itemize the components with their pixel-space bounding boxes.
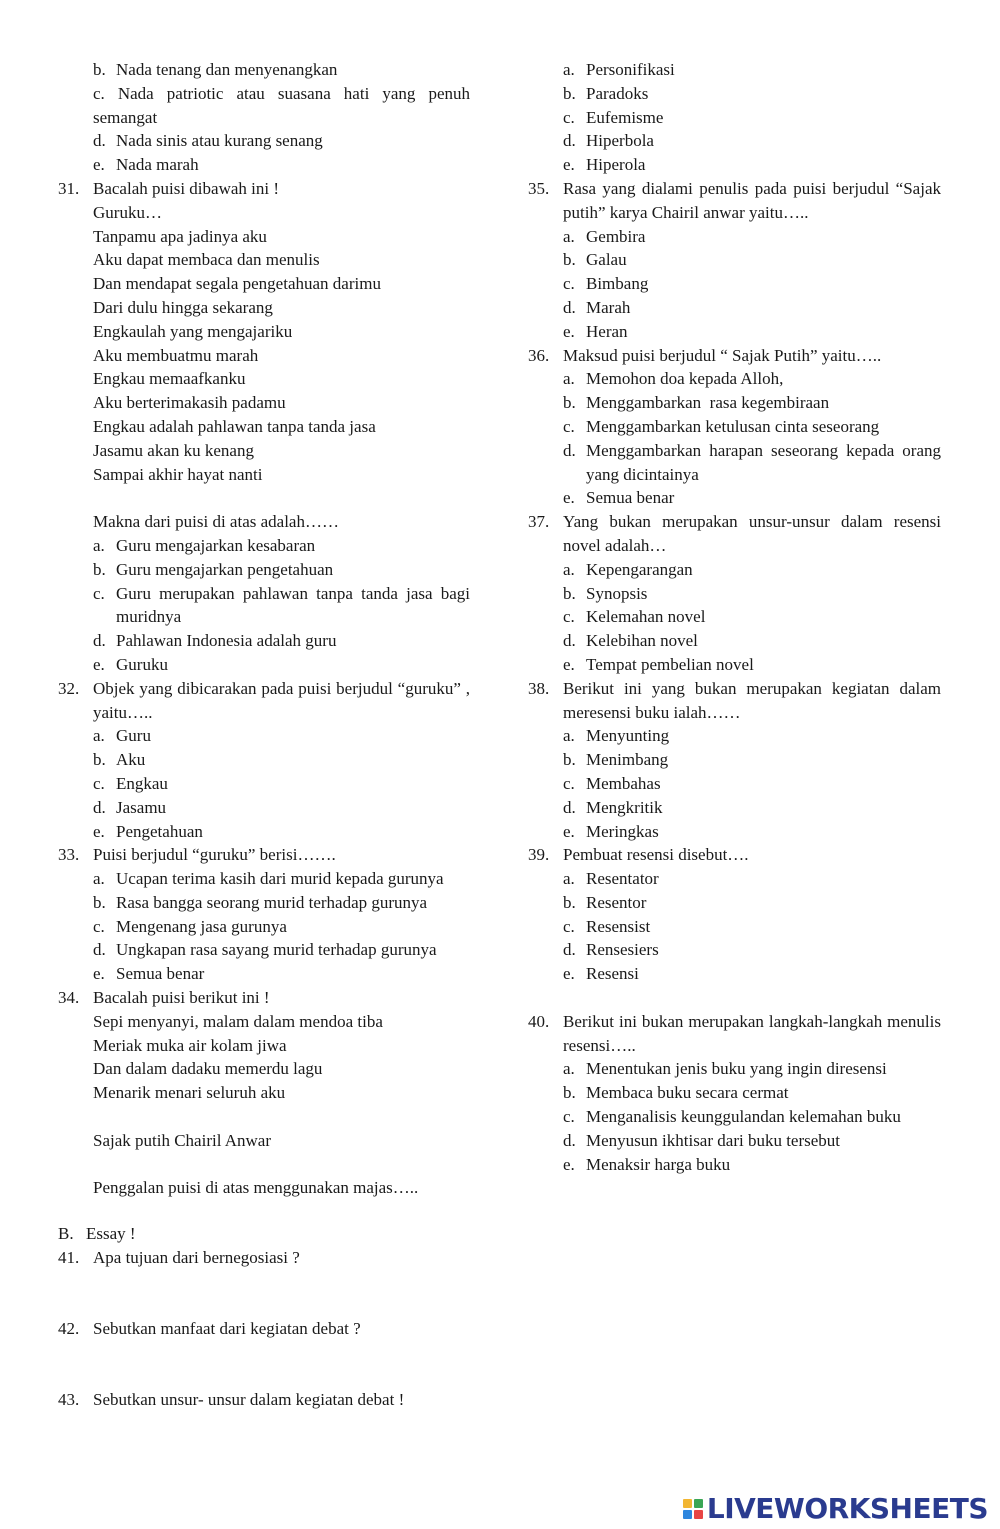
q36-option-b: b. Menggambarkan rasa kegembiraan [563,393,830,413]
q40-option-c: c. Menganalisis keunggulandan kelemahan buku [563,1107,901,1127]
section-title: Essay ! [86,1224,136,1243]
question-36: 36. Maksud puisi berjudul “ Sajak Putih” yaitu….. [528,345,882,365]
poem-line: Dari dulu hingga sekarang [93,297,273,317]
question-38: 38. Berikut ini yang bukan merupakan kegiatan dalam meresensi buku ialah…… [528,678,941,722]
right-column [528,58,941,1176]
poem-line: Engkau adalah pahlawan tanpa tanda jasa [93,416,376,436]
q34-option-b: b. Paradoks [563,83,649,103]
q37-option-c: c. Kelemahan novel [563,607,706,627]
q37-option-a: a. Kepengarangan [563,559,693,579]
q36-option-a: a. Memohon doa kepada Alloh, [563,369,784,389]
q30-option-e: e. Nada marah [93,155,199,175]
q38-option-b: b. Menimbang [563,750,669,770]
poem-line: Aku dapat membaca dan menulis [93,250,320,270]
poem-line: Jasamu akan ku kenang [93,440,254,460]
q35-option-d: d. Marah [563,297,631,317]
poem-line: Aku berterimakasih padamu [93,393,286,413]
poem-source: Sajak putih Chairil Anwar [93,1130,272,1150]
question-43: 43. Sebutkan unsur- unsur dalam kegiatan debat ! [58,1390,405,1409]
q33-option-d: d. Ungkapan rasa sayang murid terhadap gurunya [93,940,437,960]
q30-option-c: c. Nada patriotic atau suasana hati yang penuh semangat [93,83,470,127]
q36-option-e: e. Semua benar [563,488,675,508]
question-40: 40. Berikut ini bukan merupakan langkah-langkah menulis resensi….. [528,1011,941,1055]
q38-option-d: d. Mengkritik [563,797,663,817]
poem-line: Sampai akhir hayat nanti [93,464,263,484]
q35-option-e: e. Heran [563,321,628,341]
q32-option-d: d. Jasamu [93,797,167,817]
q35-option-b: b. Galau [563,250,627,270]
q40-option-d: d. Menyusun ikhtisar dari buku tersebut [563,1130,841,1150]
q38-option-c: c. Membahas [563,773,661,793]
question-35: 35. Rasa yang dialami penulis pada puisi berjudul “Sajak putih” karya Chairil anwar yaitu….. [528,178,941,222]
q38-option-e: e. Meringkas [563,821,659,841]
q31-option-e: e. Guruku [93,654,168,674]
q35-option-c: c. Bimbang [563,274,649,294]
question-41: 41. Apa tujuan dari bernegosiasi ? [58,1248,300,1267]
q34-option-c: c. Eufemisme [563,107,664,127]
left-column [58,58,470,1200]
q34-option-e: e. Hiperola [563,155,646,175]
q31-option-b: b. Guru mengajarkan pengetahuan [93,559,334,579]
q33-option-c: c. Mengenang jasa gurunya [93,916,287,936]
question-34-prompt: Penggalan puisi di atas menggunakan majas….. [93,1178,419,1198]
poem-line: Dan dalam dadaku memerdu lagu [93,1059,323,1079]
q31-option-d: d. Pahlawan Indonesia adalah guru [93,631,337,651]
q31-option-a: a. Guru mengajarkan kesabaran [93,535,316,555]
q34-option-a: a. Personifikasi [563,60,675,79]
poem-line: Tanpamu apa jadinya aku [93,226,267,246]
q37-option-d: d. Kelebihan novel [563,631,698,651]
logo-tiles-icon [683,1499,703,1519]
q32-option-e: e. Pengetahuan [93,821,203,841]
question-37: 37. Yang bukan merupakan unsur-unsur dalam resensi novel adalah… [528,512,941,555]
q38-option-a: a. Menyunting [563,726,670,746]
poem-line: Guruku… [93,202,162,222]
q36-option-c: c. Menggambarkan ketulusan cinta seseorang [563,416,880,436]
question-32: 32. Objek yang dibicarakan pada puisi berjudul “guruku” , yaitu….. [58,678,470,722]
q39-option-c: c. Resensist [563,916,651,936]
q39-option-e: e. Resensi [563,964,639,984]
poem-line: Aku membuatmu marah [93,345,259,365]
q40-option-e: e. Menaksir harga buku [563,1154,731,1174]
q33-option-a: a. Ucapan terima kasih dari murid kepada gurunya [93,869,444,889]
poem-line: Dan mendapat segala pengetahuan darimu [93,274,381,294]
question-39: 39. Pembuat resensi disebut…. [528,845,749,865]
q34-option-d: d. Hiperbola [563,131,654,151]
question-33: 33. Puisi berjudul “guruku” berisi……. [58,845,336,865]
q35-option-a: a. Gembira [563,226,646,246]
q33-option-b: b. Rasa bangga seorang murid terhadap gurunya [93,892,428,912]
question-31: 31. Bacalah puisi dibawah ini ! [58,178,280,198]
q40-option-a: a. Menentukan jenis buku yang ingin diresensi [563,1059,887,1079]
q37-option-e: e. Tempat pembelian novel [563,654,754,674]
q36-option-d: d. Menggambarkan harapan seseorang kepada orang yang dicintainya [563,440,941,484]
q40-option-b: b. Membaca buku secara cermat [563,1083,789,1103]
q37-option-b: b. Synopsis [563,583,648,603]
q32-option-b: b. Aku [93,750,146,770]
poem-line: Menarik menari seluruh aku [93,1083,286,1103]
q30-option-d: d. Nada sinis atau kurang senang [93,131,323,151]
q33-option-e: e. Semua benar [93,964,205,984]
q32-option-a: a. Guru [93,726,151,746]
q39-option-a: a. Resentator [563,869,659,889]
logo-text: LIVEWORKSHEETS [706,1492,988,1525]
question-42: 42. Sebutkan manfaat dari kegiatan debat ? [58,1319,361,1338]
essay-section-heading: B. Essay ! [58,1222,758,1246]
q32-option-c: c. Engkau [93,773,168,793]
question-34: 34. Bacalah puisi berikut ini ! [58,988,270,1008]
poem-line: Meriak muka air kolam jiwa [93,1035,287,1055]
liveworksheets-logo [683,1492,988,1525]
poem-line: Engkau memaafkanku [93,369,246,389]
question-31-prompt: Makna dari puisi di atas adalah…… [93,512,339,532]
q30-option-b: b. Nada tenang dan menyenangkan [93,60,338,79]
q39-option-b: b. Resentor [563,892,647,912]
poem-line: Sepi menyanyi, malam dalam mendoa tiba [93,1011,383,1031]
poem-line: Engkaulah yang mengajariku [93,321,293,341]
q31-option-c: c. Guru merupakan pahlawan tanpa tanda jasa bagi muridnya [93,583,470,627]
q39-option-d: d. Rensesiers [563,940,659,960]
